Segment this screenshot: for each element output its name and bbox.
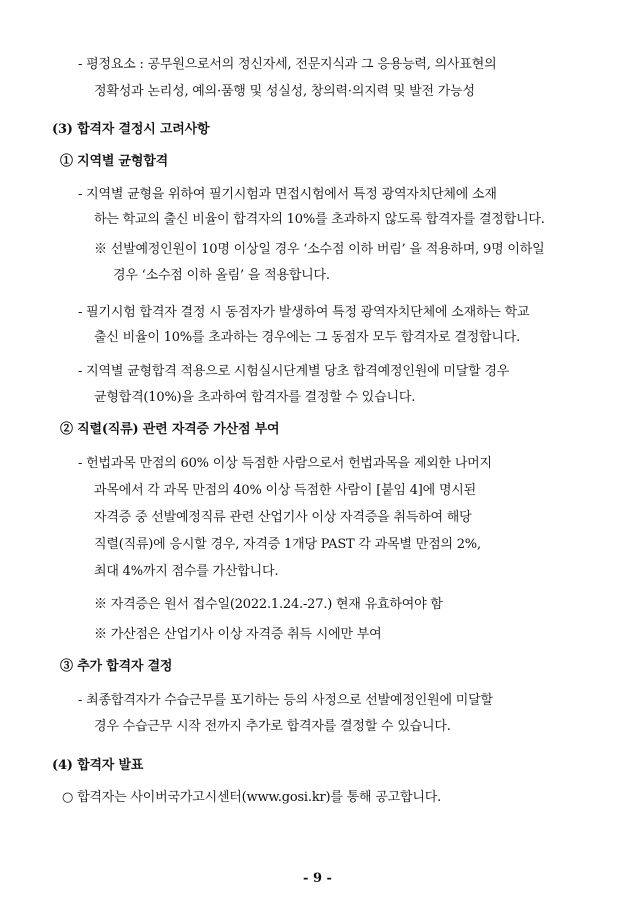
sub1-item-line: - 지역별 균형합격 적용으로 시험실시단계별 당초 합격예정인원에 미달할 경우 xyxy=(78,364,510,379)
section-3-heading: (3) 합격자 결정시 고려사항 xyxy=(52,122,210,137)
sub1-item-line: 균형합격(10%)을 초과하여 합격자를 결정할 수 있습니다. xyxy=(94,390,416,405)
eval-criteria-line-1: - 평정요소 : 공무원으로서의 정신자세, 전문지식과 그 응용능력, 의사표현의 xyxy=(78,57,497,72)
announcement-line: ○ 합격자는 사이버국가고시센터(www.gosi.kr)를 통해 공고합니다. xyxy=(62,790,442,805)
subsection-2-heading: ② 직렬(직류) 관련 자격증 가산점 부여 xyxy=(60,422,280,437)
sub1-item-line: 출신 비율이 10%를 초과하는 경우에는 그 동점자 모두 합격자로 결정합니다. xyxy=(94,330,521,345)
subsection-3-heading: ③ 추가 합격자 결정 xyxy=(60,659,173,674)
sub1-note-line: 경우 ‘소수점 이하 올림’ 을 적용합니다. xyxy=(113,268,330,283)
sub1-item-line: - 지역별 균형을 위하여 필기시험과 면접시험에서 특정 광역자치단체에 소재 xyxy=(78,187,497,202)
sub2-item-line: - 헌법과목 만점의 60% 이상 득점한 사람으로서 헌법과목을 제외한 나머지 xyxy=(78,456,492,471)
sub1-note-line: ※ 선발예정인원이 10명 이상일 경우 ‘소수점 이하 버림’ 을 적용하며, 9명 이하일 xyxy=(94,242,545,257)
page-number: - 9 - xyxy=(303,871,332,886)
sub1-item-line: 하는 학교의 출신 비율이 합격자의 10%를 초과하지 않도록 합격자를 결정합니다. xyxy=(94,212,545,227)
sub1-item-line: - 필기시험 합격자 결정 시 동점자가 발생하여 특정 광역자치단체에 소재하는 학교 xyxy=(78,305,530,320)
sub2-note-line: ※ 가산점은 산업기사 이상 자격증 취득 시에만 부여 xyxy=(94,627,382,642)
subsection-1-heading: ① 지역별 균형합격 xyxy=(60,154,168,169)
section-4-heading: (4) 합격자 발표 xyxy=(52,758,144,773)
sub2-item-line: 직렬(직류)에 응시할 경우, 자격증 1개당 PAST 각 과목별 만점의 2%, xyxy=(94,537,481,552)
sub2-item-line: 최대 4%까지 점수를 가산합니다. xyxy=(94,564,279,579)
sub3-item-line: 경우 수습근무 시작 전까지 추가로 합격자를 결정할 수 있습니다. xyxy=(94,719,451,734)
eval-criteria-line-2: 정확성과 논리성, 예의·품행 및 성실성, 창의력·의지력 및 발전 가능성 xyxy=(94,84,475,99)
sub2-item-line: 과목에서 각 과목 만점의 40% 이상 득점한 사람이 [붙임 4]에 명시된 xyxy=(94,483,477,498)
sub3-item-line: - 최종합격자가 수습근무를 포기하는 등의 사정으로 선발예정인원에 미달할 xyxy=(78,693,493,708)
sub2-item-line: 자격증 중 선발예정직류 관련 산업기사 이상 자격증을 취득하여 해당 xyxy=(94,510,472,525)
sub2-note-line: ※ 자격증은 원서 접수일(2022.1.24.-27.) 현재 유효하여야 함 xyxy=(94,597,443,612)
